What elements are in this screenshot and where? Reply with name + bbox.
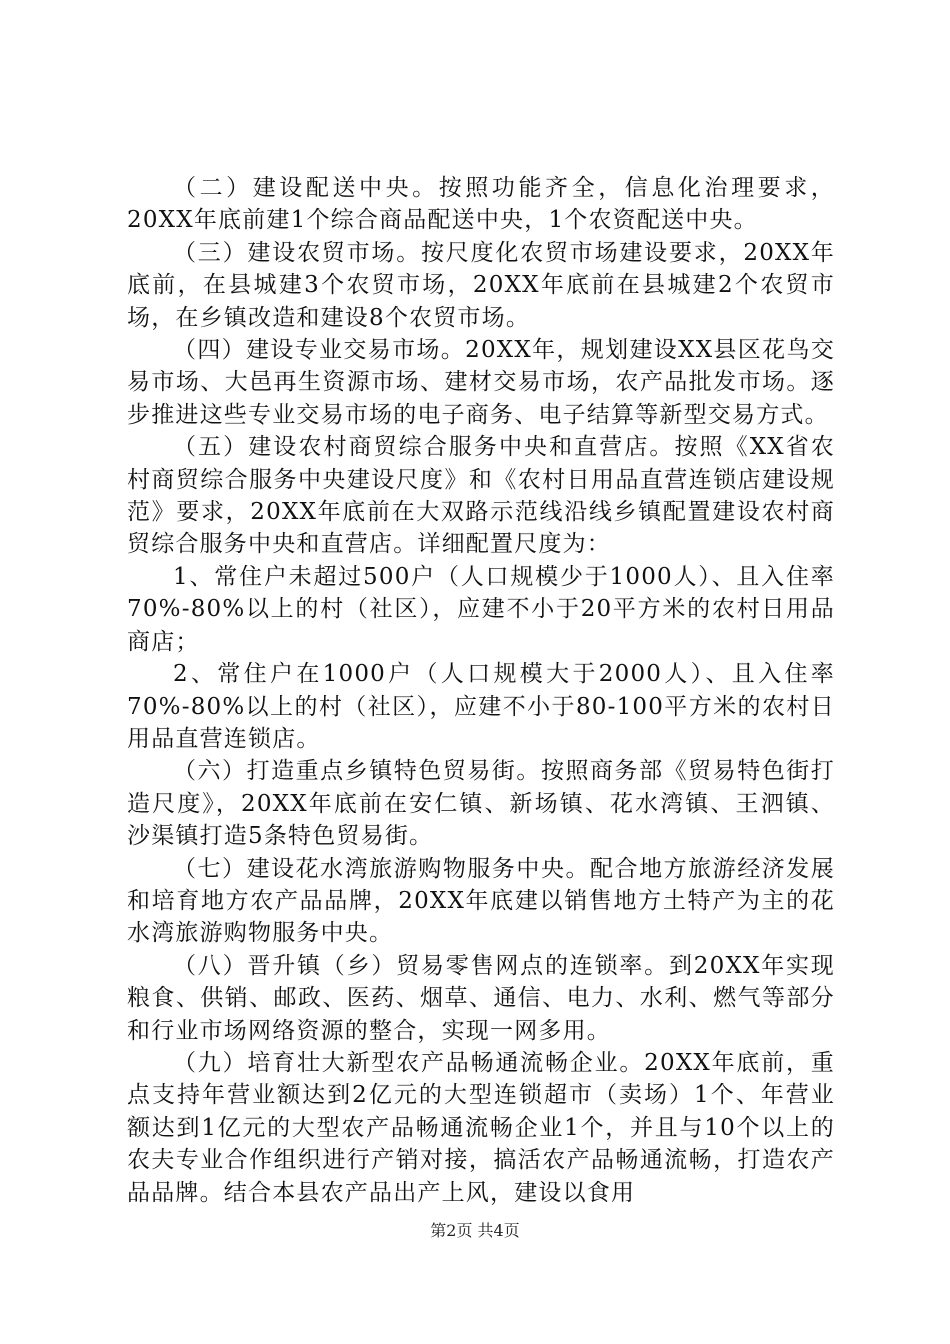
list-item-2: 2、常住户在1000户（人口规模大于2000人）、且入住率70%-80%以上的村（社区），应建不小于80-100平方米的农村日用品直营连锁店。 bbox=[127, 661, 835, 752]
paragraph-8-chain-rate: （八）晋升镇（乡）贸易零售网点的连锁率。到20XX年实现粮食、供销、邮政、医药、烟草、通信、电力、水利、燃气等部分和行业市场网络资源的整合，实现一网多用。 bbox=[127, 952, 835, 1044]
paragraph-9-agri-enterprises: （九）培育壮大新型农产品畅通流畅企业。20XX年底前，重点支持年营业额达到2亿元的大型连锁超市（卖场）1个、年营业额达到1亿元的大型农产品畅通流畅企业1个，并且与10个以上的农夫专业合作组织进行产销对接，搞活农产品畅通流畅，打造农产品品牌。结合本县农产品出产上风，建设以食用 bbox=[127, 1049, 835, 1206]
paragraph-6-trade-street: （六）打造重点乡镇特色贸易街。按照商务部《贸易特色街打造尺度》，20XX年底前在安仁镇、新场镇、花水湾镇、王泗镇、沙渠镇打造5条特色贸易街。 bbox=[127, 758, 835, 850]
paragraph-3-farmers-market: （三）建设农贸市场。按尺度化农贸市场建设要求，20XX年底前，在县城建3个农贸市场，20XX年底前在县城建2个农贸市场，在乡镇改造和建设8个农贸市场。 bbox=[127, 239, 835, 331]
list-item-1: 1、常住户未超过500户（人口规模少于1000人）、且入住率70%-80%以上的村（社区），应建不小于20平方米的农村日用品商店； bbox=[127, 563, 835, 655]
document-body bbox=[127, 172, 835, 1209]
paragraph-4-trade-market: （四）建设专业交易市场。20XX年，规划建设XX县区花鸟交易市场、大邑再生资源市场、建材交易市场，农产品批发市场。逐步推进这些专业交易市场的电子商务、电子结算等新型交易方式。 bbox=[127, 337, 835, 428]
page-number: 第2页 共4页 bbox=[430, 1221, 520, 1240]
paragraph-2-distribution-center: （二）建设配送中央。按照功能齐全，信息化治理要求，20XX年底前建1个综合商品配送中央，1个农资配送中央。 bbox=[127, 175, 835, 234]
paragraph-5-rural-service-center: （五）建设农村商贸综合服务中央和直营店。按照《XX省农村商贸综合服务中央建设尺度》和《农村日用品直营连锁店建设规范》要求，20XX年底前在大双路示范线沿线乡镇配置建设农村商贸综合服务中央和直营店。详细配置尺度为： bbox=[127, 434, 835, 558]
paragraph-7-tourism-shopping: （七）建设花水湾旅游购物服务中央。配合地方旅游经济发展和培育地方农产品品牌，20XX年底建以销售地方土特产为主的花水湾旅游购物服务中央。 bbox=[127, 855, 835, 947]
